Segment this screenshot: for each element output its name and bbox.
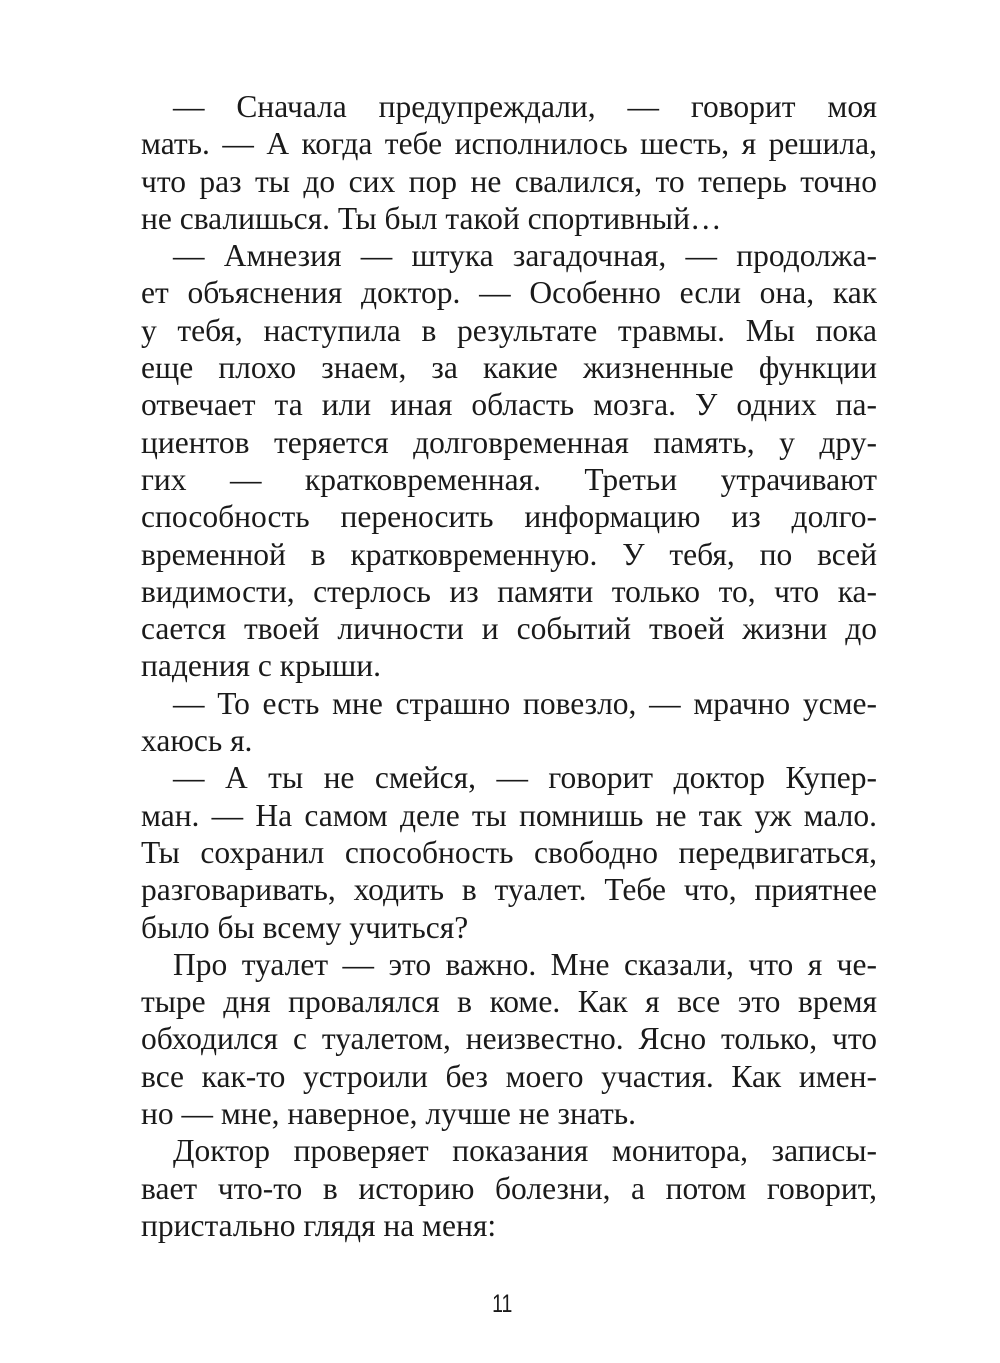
text-line: ман. — На самом деле ты помнишь не так уж мало. — [141, 797, 877, 833]
paragraph — [141, 88, 877, 237]
text-line: Доктор проверяет показания монитора, записы- — [173, 1133, 877, 1169]
text-line: — А ты не смейся, — говорит доктор Купер- — [173, 760, 877, 796]
text-line: ет объяснения доктор. — Особенно если она, как — [141, 275, 877, 311]
text-line: все как-то устроили без моего участия. Как имен- — [141, 1058, 877, 1094]
text-line: вает что-то в историю болезни, а потом говорит, — [141, 1170, 877, 1206]
text-line: Про туалет — это важно. Мне сказали, что я че- — [173, 946, 877, 982]
text-line: отвечает та или иная область мозга. У одних па- — [141, 387, 877, 423]
paragraph — [141, 1132, 877, 1244]
text-line: у тебя, наступила в результате травмы. Мы пока — [141, 312, 877, 348]
text-line: тыре дня провалялся в коме. Как я все это время — [141, 984, 877, 1020]
text-line: пристально глядя на меня: — [141, 1207, 497, 1243]
text-line: — Амнезия — штука загадочная, — продолжа- — [173, 238, 877, 274]
text-line: что раз ты до сих пор не свалился, то теперь точно — [141, 163, 877, 199]
text-line: обходился с туалетом, неизвестно. Ясно только, что — [141, 1021, 877, 1057]
text-line: было бы всему учиться? — [141, 909, 469, 945]
text-line: разговаривать, ходить в туалет. Тебе что, приятнее — [141, 872, 877, 908]
text-line: падения с крыши. — [141, 648, 381, 684]
text-line: Ты сохранил способность свободно передвигаться, — [141, 834, 877, 870]
text-line: но — мне, наверное, лучше не знать. — [141, 1096, 636, 1132]
text-line: гих — кратковременная. Третьи утрачивают — [141, 461, 877, 497]
text-line: еще плохо знаем, за какие жизненные функции — [141, 350, 877, 386]
text-line: не свалишься. Ты был такой спортивный… — [141, 200, 722, 236]
body-text — [141, 88, 877, 1244]
text-line: циентов теряется долговременная память, у дру- — [141, 424, 877, 460]
text-line: временной в кратковременную. У тебя, по всей — [141, 536, 877, 572]
text-line: — То есть мне страшно повезло, — мрачно усме- — [173, 685, 877, 721]
paragraph — [141, 946, 877, 1132]
paragraph — [141, 685, 877, 760]
text-line: видимости, стерлось из памяти только то, что ка- — [141, 573, 877, 609]
text-line: способность переносить информацию из долго- — [141, 499, 877, 535]
text-line: хаюсь я. — [141, 723, 253, 759]
text-line: — Сначала предупреждали, — говорит моя — [173, 89, 877, 124]
paragraph — [141, 759, 877, 945]
text-line: сается твоей личности и событий твоей жизни до — [141, 611, 877, 647]
paragraph — [141, 237, 877, 685]
page-number: 11 — [492, 1290, 513, 1318]
text-line: мать. — А когда тебе исполнилось шесть, я решила, — [141, 126, 877, 162]
